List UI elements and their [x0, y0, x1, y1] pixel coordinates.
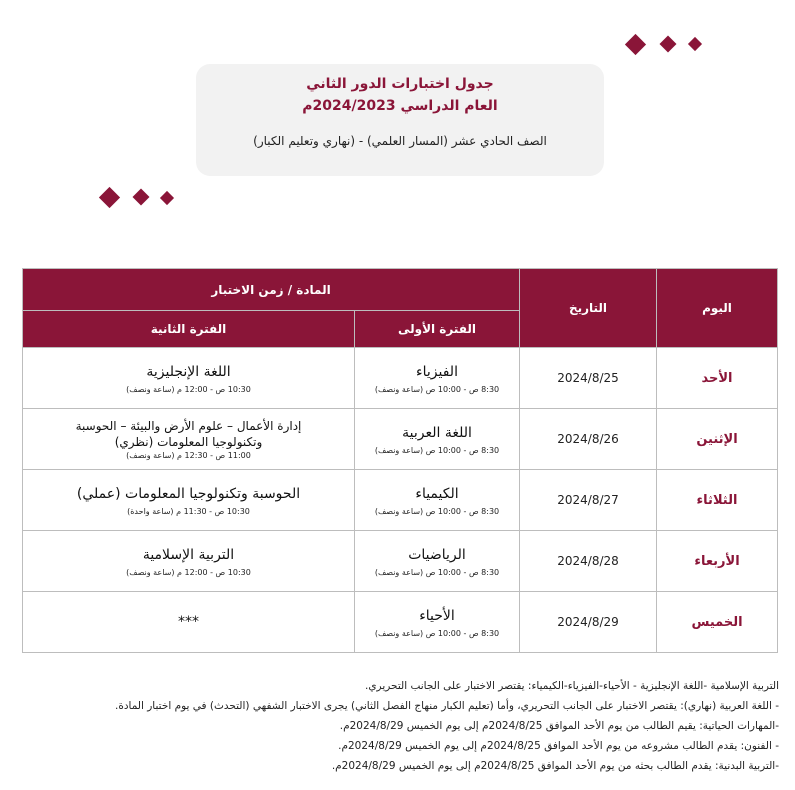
decor-diamond — [133, 189, 150, 206]
subject-name: اللغة الإنجليزية — [146, 363, 231, 380]
subject-name: الكيمياء — [415, 485, 459, 502]
decor-diamond — [99, 187, 120, 208]
day-cell: الإثنين — [657, 409, 778, 470]
exam-time: 8:30 ص - 10:00 ص (ساعة ونصف) — [374, 384, 500, 394]
table-row — [23, 348, 778, 409]
period-1-cell — [355, 470, 520, 531]
date-cell: 2024/8/28 — [520, 531, 657, 592]
period-2-cell — [23, 531, 355, 592]
date-cell: 2024/8/26 — [520, 409, 657, 470]
decor-diamond — [160, 191, 174, 205]
period-1-cell — [355, 531, 520, 592]
subject-name: الفيزياء — [416, 363, 458, 380]
note-line: -التربية البدنية: يقدم الطالب بحثه من يوم الأحد الموافق 2024/8/25م إلى يوم الخميس 2024/8/29م. — [331, 760, 779, 772]
grade-label: الصف الحادي عشر (المسار العلمي) - (نهاري وتعليم الكبار) — [253, 134, 547, 148]
day-cell: الخميس — [657, 592, 778, 653]
table-row — [23, 531, 778, 592]
period-1-cell — [355, 592, 520, 653]
table-row — [23, 592, 778, 653]
subject-name: *** — [178, 614, 199, 630]
period-2-cell — [23, 470, 355, 531]
period-1-cell — [355, 348, 520, 409]
day-cell: الثلاثاء — [657, 470, 778, 531]
subject-name: الحوسبة وتكنولوجيا المعلومات (عملي) — [76, 485, 301, 502]
period-2-cell — [23, 348, 355, 409]
exam-time: 11:00 ص - 12:30 م (ساعة ونصف) — [126, 451, 251, 460]
subject-name: إدارة الأعمال – علوم الأرض والبيئة – الحوسبة وتكنولوجيا المعلومات (نظري) — [75, 419, 302, 449]
date-cell: 2024/8/25 — [520, 348, 657, 409]
subject-name: الرياضيات — [408, 546, 466, 563]
exam-time: 8:30 ص - 10:00 ص (ساعة ونصف) — [374, 506, 500, 516]
day-cell: الأحد — [657, 348, 778, 409]
subject-name: اللغة العربية — [402, 424, 472, 441]
table-row — [23, 470, 778, 531]
header-date: التاريخ — [520, 269, 657, 348]
page-title: جدول اختبارات الدور الثاني — [306, 76, 494, 92]
header-period-1: الفترة الأولى — [355, 311, 520, 348]
decor-diamond — [660, 36, 677, 53]
period-2-cell — [23, 592, 355, 653]
exam-time: 10:30 ص - 12:00 م (ساعة ونصف) — [126, 567, 251, 577]
exam-time: 10:30 ص - 11:30 م (ساعة واحدة) — [127, 506, 250, 516]
note-line: التربية الإسلامية -اللغة الإنجليزية - الأحياء-الفيزياء-الكيمياء: يقتصر الاختبار على الجانب التحريري. — [364, 680, 779, 692]
subject-name: التربية الإسلامية — [142, 546, 235, 563]
note-line: -المهارات الحياتية: يقيم الطالب من يوم الأحد الموافق 2024/8/25م إلى يوم الخميس 2024/8/29م. — [339, 720, 779, 732]
exam-time: 10:30 ص - 12:00 م (ساعة ونصف) — [126, 384, 251, 394]
header-period-2: الفترة الثانية — [23, 311, 355, 348]
exam-schedule-table — [22, 268, 778, 653]
header-subject-time: المادة / زمن الاختبار — [23, 269, 520, 311]
table-row — [23, 409, 778, 470]
exam-time: 8:30 ص - 10:00 ص (ساعة ونصف) — [374, 445, 500, 455]
subject-name: الأحياء — [419, 607, 455, 624]
date-cell: 2024/8/27 — [520, 470, 657, 531]
header-day: اليوم — [657, 269, 778, 348]
academic-year: العام الدراسي 2024/2023م — [302, 98, 498, 114]
exam-time: 8:30 ص - 10:00 ص (ساعة ونصف) — [374, 567, 500, 577]
day-cell: الأربعاء — [657, 531, 778, 592]
decor-diamond — [625, 34, 646, 55]
note-line: - الفنون: يقدم الطالب مشروعه من يوم الأحد الموافق 2024/8/25م إلى يوم الخميس 2024/8/29م. — [338, 740, 779, 752]
notes-section — [22, 676, 779, 776]
period-2-cell — [23, 409, 355, 470]
period-1-cell — [355, 409, 520, 470]
decor-diamond — [688, 37, 702, 51]
exam-time: 8:30 ص - 10:00 ص (ساعة ونصف) — [374, 628, 500, 638]
header-card — [196, 64, 604, 176]
date-cell: 2024/8/29 — [520, 592, 657, 653]
note-line: - اللغة العربية (نهاري): يقتصر الاختبار على الجانب التحريري، وأما (تعليم الكبار منهاج الفصل الثاني) يجرى الاختبار الشفهي (التحدث) في يوم اختبار المادة. — [114, 700, 779, 712]
